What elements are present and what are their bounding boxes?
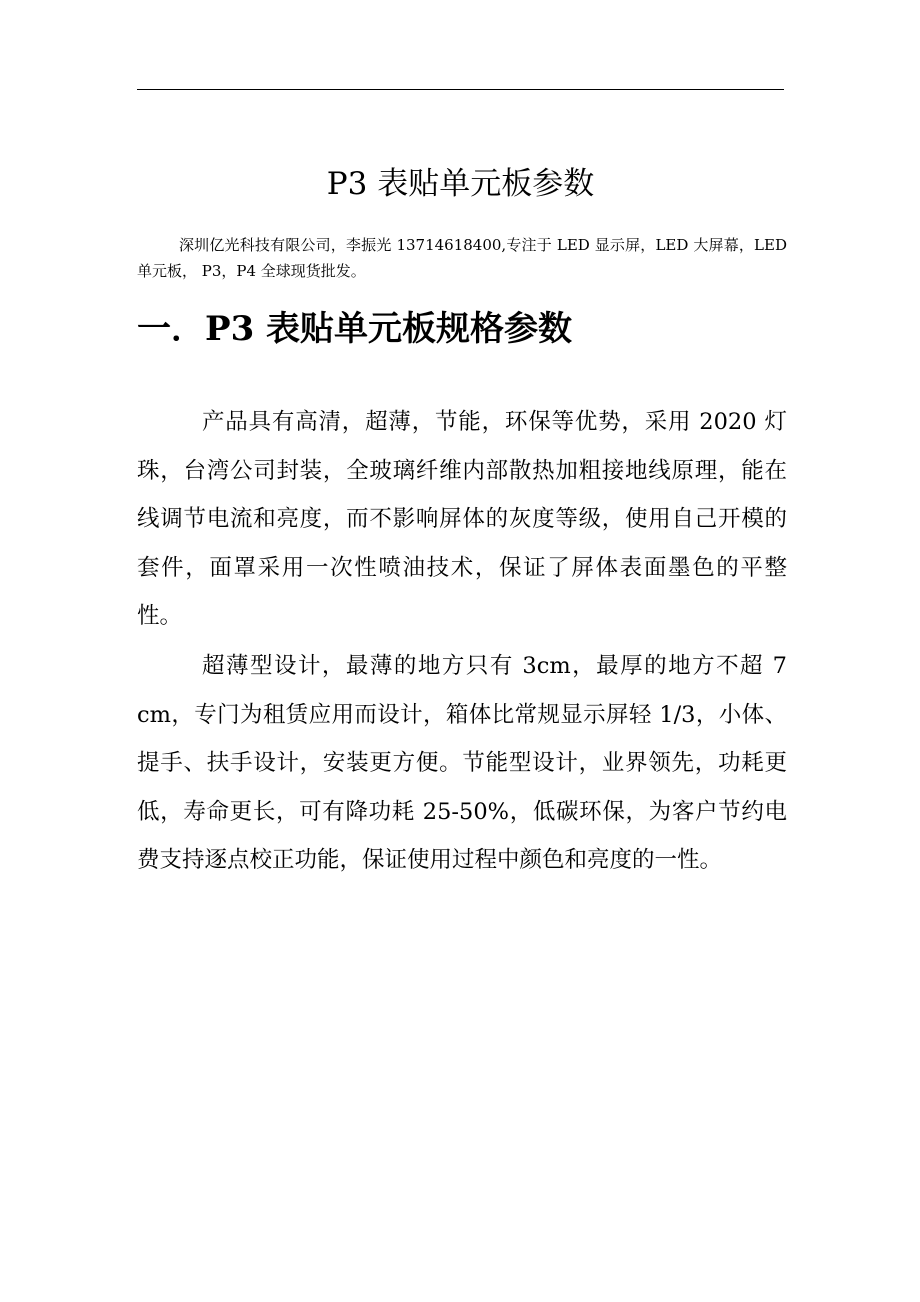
header-rule: [137, 89, 784, 90]
body-paragraph-2: 超薄型设计，最薄的地方只有 3cm，最厚的地方不超 7 cm，专门为租赁应用而设计，箱体比常规显示屏轻 1/3，小体、提手、扶手设计，安装更方便。节能型设计，业界领先，功耗更低，寿命更长，可有降功耗 25-50%，低碳环保，为客户节约电费支持逐点校正功能，保证使用过程中颜色和亮度的一性。: [137, 653, 787, 873]
document-title: P3 表贴单元板参数: [326, 166, 595, 202]
body-paragraph-1: 产品具有高清，超薄，节能，环保等优势，采用 2020 灯珠，台湾公司封装，全玻璃纤维内部散热加粗接地线原理，能在线调节电流和亮度，而不影响屏体的灰度等级，使用自己开模的套件，面罩采用一次性喷油技术，保证了屏体表面墨色的平整性。: [137, 409, 787, 629]
intro-paragraph: 深圳亿光科技有限公司，李振光 13714618400,专注于 LED 显示屏，LED 大屏幕，LED 单元板， P3，P4 全球现货批发。: [137, 236, 787, 280]
section-heading: 一．P3 表贴单元板规格参数: [137, 309, 573, 349]
